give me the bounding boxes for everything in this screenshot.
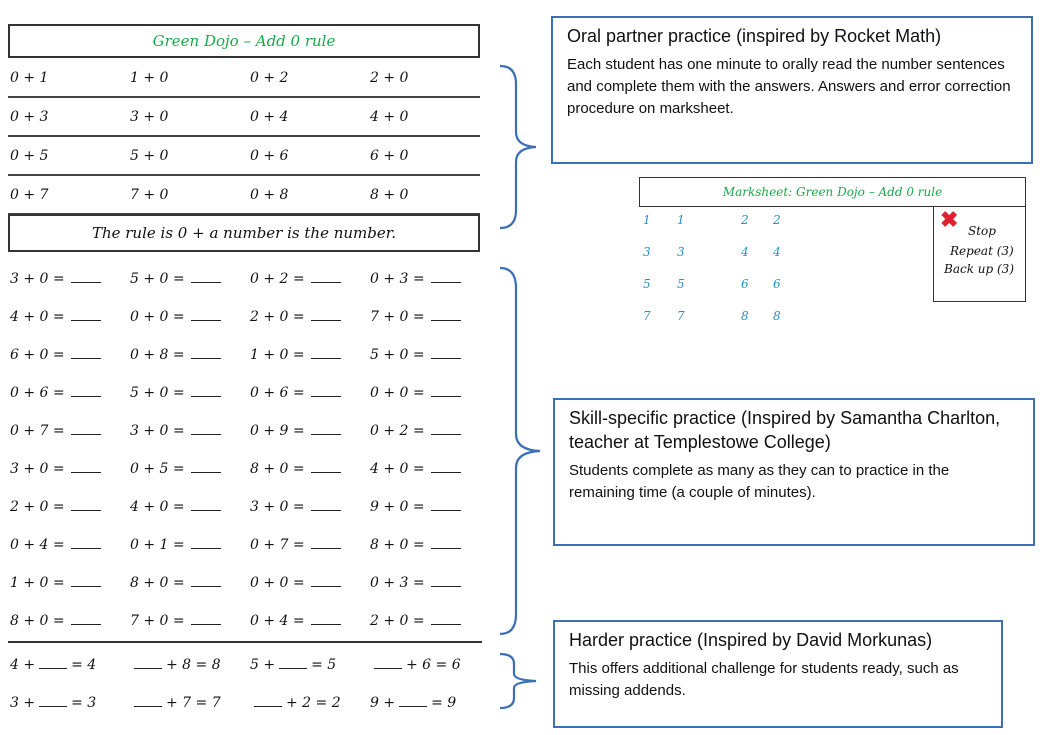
practice-item — [370, 536, 461, 553]
marksheet-answer: 7 — [677, 309, 685, 323]
oral-callout — [551, 16, 1033, 164]
backup-label: Back up (3) — [944, 262, 1015, 276]
oral-expression: 4 + 0 — [370, 109, 409, 125]
marksheet-answer: 1 — [643, 213, 651, 227]
practice-row — [8, 336, 480, 374]
answer-blank[interactable] — [71, 536, 101, 549]
missing-addend-blank[interactable] — [399, 694, 427, 707]
practice-item — [250, 536, 341, 553]
practice-expression: 0 + 2 = — [250, 271, 305, 287]
answer-blank[interactable] — [431, 308, 461, 321]
answer-blank[interactable] — [191, 460, 221, 473]
oral-expression: 7 + 0 — [130, 187, 169, 203]
missing-addend-blank[interactable] — [134, 656, 162, 669]
marksheet-answer: 8 — [741, 309, 749, 323]
practice-expression: 4 + 0 = — [130, 499, 185, 515]
answer-blank[interactable] — [71, 308, 101, 321]
practice-item — [370, 346, 461, 363]
answer-blank[interactable] — [431, 422, 461, 435]
answer-blank[interactable] — [191, 270, 221, 283]
oral-callout-title: Oral partner practice (inspired by Rocket Math) — [567, 26, 942, 46]
practice-row — [8, 450, 480, 488]
practice-item — [130, 498, 221, 515]
oral-expression: 6 + 0 — [370, 148, 409, 164]
practice-item — [10, 612, 101, 629]
answer-blank[interactable] — [311, 498, 341, 511]
repeat-label: Repeat (3) — [950, 244, 1014, 258]
practice-expression: 0 + 3 = — [370, 575, 425, 591]
oral-expression: 1 + 0 — [130, 70, 169, 86]
practice-item — [250, 308, 341, 325]
practice-expression: 3 + 0 = — [10, 461, 65, 477]
harder-callout-title: Harder practice (Inspired by David Morkunas) — [569, 630, 933, 650]
marksheet-answer: 5 — [643, 277, 651, 291]
answer-blank[interactable] — [431, 498, 461, 511]
oral-row — [8, 138, 480, 176]
worksheet-title: Green Dojo – Add 0 rule — [8, 24, 480, 58]
marksheet — [639, 177, 1026, 323]
expression-prefix: 9 + — [370, 695, 396, 711]
practice-item — [10, 384, 101, 401]
oral-expression: 0 + 6 — [250, 148, 289, 164]
answer-blank[interactable] — [191, 308, 221, 321]
answer-blank[interactable] — [431, 574, 461, 587]
answer-blank[interactable] — [431, 270, 461, 283]
answer-blank[interactable] — [431, 536, 461, 549]
practice-expression: 0 + 6 = — [250, 385, 305, 401]
practice-item — [10, 270, 101, 287]
answer-blank[interactable] — [191, 498, 221, 511]
practice-expression: 0 + 0 = — [370, 385, 425, 401]
oral-row — [8, 99, 480, 137]
practice-item — [250, 270, 341, 287]
practice-expression: 0 + 9 = — [250, 423, 305, 439]
practice-item — [130, 460, 221, 477]
practice-expression: 0 + 8 = — [130, 347, 185, 363]
expression-prefix: 3 + — [10, 695, 36, 711]
practice-item — [250, 384, 341, 401]
oral-row — [8, 177, 480, 215]
practice-expression: 8 + 0 = — [10, 613, 65, 629]
marksheet-answer: 3 — [643, 245, 651, 259]
missing-addend-item — [250, 694, 341, 711]
answer-blank[interactable] — [431, 612, 461, 625]
oral-expression: 0 + 5 — [10, 148, 49, 164]
expression-suffix: + 6 = 6 — [406, 657, 461, 673]
practice-row — [8, 564, 480, 602]
practice-expression: 0 + 1 = — [130, 537, 185, 553]
practice-item — [370, 422, 461, 439]
oral-expression: 8 + 0 — [370, 187, 409, 203]
practice-expression: 8 + 0 = — [130, 575, 185, 591]
answer-blank[interactable] — [311, 308, 341, 321]
practice-expression: 0 + 4 = — [250, 613, 305, 629]
practice-expression: 0 + 7 = — [10, 423, 65, 439]
practice-expression: 0 + 7 = — [250, 537, 305, 553]
practice-item — [370, 612, 461, 629]
answer-blank[interactable] — [311, 574, 341, 587]
oral-expression: 2 + 0 — [370, 70, 409, 86]
answer-blank[interactable] — [191, 384, 221, 397]
answer-blank[interactable] — [311, 612, 341, 625]
practice-item — [10, 422, 101, 439]
expression-suffix: + 7 = 7 — [166, 695, 221, 711]
answer-blank[interactable] — [71, 498, 101, 511]
practice-expression: 5 + 0 = — [130, 385, 185, 401]
practice-expression: 1 + 0 = — [250, 347, 305, 363]
practice-item — [250, 346, 341, 363]
practice-expression: 0 + 0 = — [130, 309, 185, 325]
practice-item — [370, 270, 461, 287]
harder-callout — [553, 620, 1003, 728]
answer-blank[interactable] — [311, 346, 341, 359]
practice-item — [250, 574, 341, 591]
missing-addend-item — [10, 694, 96, 711]
marksheet-answer: 6 — [741, 277, 749, 291]
practice-expression: 4 + 0 = — [10, 309, 65, 325]
practice-expression: 3 + 0 = — [250, 499, 305, 515]
practice-expression: 5 + 0 = — [370, 347, 425, 363]
answer-blank[interactable] — [311, 422, 341, 435]
oral-expression: 0 + 1 — [10, 70, 49, 86]
practice-expression: 3 + 0 = — [10, 271, 65, 287]
skill-callout — [553, 398, 1035, 546]
practice-expression: 0 + 6 = — [10, 385, 65, 401]
practice-row — [8, 488, 480, 526]
missing-addend-item — [250, 656, 336, 673]
harder-callout-body: This offers additional challenge for students ready, such as missing addends. — [569, 660, 959, 699]
practice-expression: 7 + 0 = — [370, 309, 425, 325]
missing-addend-item — [130, 694, 221, 711]
expression-suffix: = 9 — [431, 695, 457, 711]
practice-expression: 2 + 0 = — [10, 499, 65, 515]
answer-blank[interactable] — [71, 460, 101, 473]
practice-item — [10, 498, 101, 515]
answer-blank[interactable] — [71, 346, 101, 359]
practice-item — [130, 536, 221, 553]
oral-expression: 3 + 0 — [130, 109, 169, 125]
practice-expression: 3 + 0 = — [130, 423, 185, 439]
practice-item — [130, 422, 221, 439]
practice-item — [250, 460, 341, 477]
missing-addend-blank[interactable] — [279, 656, 307, 669]
practice-row — [8, 602, 480, 640]
oral-expression: 0 + 3 — [10, 109, 49, 125]
practice-expression: 7 + 0 = — [130, 613, 185, 629]
error-correction-box — [933, 206, 1026, 302]
marksheet-title: Marksheet: Green Dojo – Add 0 rule — [639, 177, 1026, 207]
missing-addend-item — [370, 694, 456, 711]
practice-item — [10, 308, 101, 325]
answer-blank[interactable] — [431, 460, 461, 473]
expression-prefix: 5 + — [250, 657, 276, 673]
practice-item — [10, 460, 101, 477]
practice-item — [130, 384, 221, 401]
oral-expression: 0 + 4 — [250, 109, 289, 125]
marksheet-answer: 2 — [741, 213, 749, 227]
practice-expression: 9 + 0 = — [370, 499, 425, 515]
missing-addend-blank[interactable] — [39, 694, 67, 707]
practice-expression: 0 + 4 = — [10, 537, 65, 553]
expression-suffix: + 8 = 8 — [166, 657, 221, 673]
oral-expression: 0 + 8 — [250, 187, 289, 203]
practice-row — [8, 412, 480, 450]
answer-blank[interactable] — [191, 346, 221, 359]
stop-label: Stop — [968, 224, 996, 238]
missing-addend-blank[interactable] — [254, 694, 282, 707]
practice-item — [250, 612, 341, 629]
oral-expression: 5 + 0 — [130, 148, 169, 164]
practice-item — [130, 270, 221, 287]
marksheet-answer: 1 — [677, 213, 685, 227]
practice-item — [370, 384, 461, 401]
answer-blank[interactable] — [191, 422, 221, 435]
missing-addend-item — [10, 656, 96, 673]
missing-addend-item — [130, 656, 221, 673]
harder-row — [8, 686, 480, 722]
answer-blank[interactable] — [191, 574, 221, 587]
oral-expression: 0 + 2 — [250, 70, 289, 86]
red-x-icon: ✖ — [940, 207, 959, 232]
answer-blank[interactable] — [311, 384, 341, 397]
practice-item — [130, 308, 221, 325]
practice-row — [8, 298, 480, 336]
practice-item — [10, 346, 101, 363]
practice-expression: 4 + 0 = — [370, 461, 425, 477]
practice-item — [130, 574, 221, 591]
marksheet-answer: 4 — [741, 245, 749, 259]
practice-item — [130, 346, 221, 363]
oral-row — [8, 60, 480, 98]
practice-item — [250, 498, 341, 515]
rule-statement: The rule is 0 + a number is the number. — [8, 214, 480, 252]
practice-expression: 8 + 0 = — [250, 461, 305, 477]
missing-addend-blank[interactable] — [39, 656, 67, 669]
practice-row — [8, 260, 480, 298]
answer-blank[interactable] — [191, 612, 221, 625]
practice-item — [250, 422, 341, 439]
marksheet-answer: 4 — [773, 245, 781, 259]
marksheet-answer: 7 — [643, 309, 651, 323]
answer-blank[interactable] — [71, 270, 101, 283]
answer-blank[interactable] — [191, 536, 221, 549]
expression-suffix: = 5 — [311, 657, 337, 673]
practice-expression: 5 + 0 = — [130, 271, 185, 287]
practice-expression: 8 + 0 = — [370, 537, 425, 553]
practice-expression: 1 + 0 = — [10, 575, 65, 591]
practice-row — [8, 526, 480, 564]
harder-brace — [496, 650, 546, 712]
answer-blank[interactable] — [71, 384, 101, 397]
practice-item — [370, 308, 461, 325]
marksheet-answer: 3 — [677, 245, 685, 259]
practice-item — [370, 498, 461, 515]
answer-blank[interactable] — [71, 612, 101, 625]
missing-addend-blank[interactable] — [374, 656, 402, 669]
answer-blank[interactable] — [431, 384, 461, 397]
oral-brace — [496, 62, 546, 232]
section-divider — [8, 641, 482, 643]
practice-item — [130, 612, 221, 629]
answer-blank[interactable] — [311, 536, 341, 549]
practice-expression: 2 + 0 = — [250, 309, 305, 325]
skill-callout-title: Skill-specific practice (Inspired by Samantha Charlton, teacher at Templestowe College) — [569, 408, 1001, 452]
practice-row — [8, 374, 480, 412]
practice-item — [370, 460, 461, 477]
answer-blank[interactable] — [71, 422, 101, 435]
practice-expression: 0 + 0 = — [250, 575, 305, 591]
practice-item — [10, 574, 101, 591]
practice-expression: 0 + 3 = — [370, 271, 425, 287]
practice-item — [10, 536, 101, 553]
missing-addend-blank[interactable] — [134, 694, 162, 707]
answer-blank[interactable] — [431, 346, 461, 359]
answer-blank[interactable] — [311, 270, 341, 283]
expression-suffix: + 2 = 2 — [286, 695, 341, 711]
expression-suffix: = 3 — [71, 695, 97, 711]
skill-callout-body: Students complete as many as they can to practice in the remaining time (a couple of minutes). — [569, 462, 950, 501]
answer-blank[interactable] — [311, 460, 341, 473]
oral-callout-body: Each student has one minute to orally read the number sentences and complete them with the answers. Answers and error correction procedure on marksheet. — [567, 56, 1011, 117]
skill-brace — [496, 264, 556, 638]
expression-suffix: = 4 — [71, 657, 97, 673]
practice-item — [370, 574, 461, 591]
oral-expression: 0 + 7 — [10, 187, 49, 203]
marksheet-answer: 6 — [773, 277, 781, 291]
marksheet-answer: 8 — [773, 309, 781, 323]
marksheet-answer: 5 — [677, 277, 685, 291]
practice-expression: 0 + 2 = — [370, 423, 425, 439]
missing-addend-item — [370, 656, 461, 673]
practice-expression: 6 + 0 = — [10, 347, 65, 363]
marksheet-answer: 2 — [773, 213, 781, 227]
expression-prefix: 4 + — [10, 657, 36, 673]
harder-row — [8, 648, 480, 684]
practice-expression: 2 + 0 = — [370, 613, 425, 629]
practice-expression: 0 + 5 = — [130, 461, 185, 477]
answer-blank[interactable] — [71, 574, 101, 587]
